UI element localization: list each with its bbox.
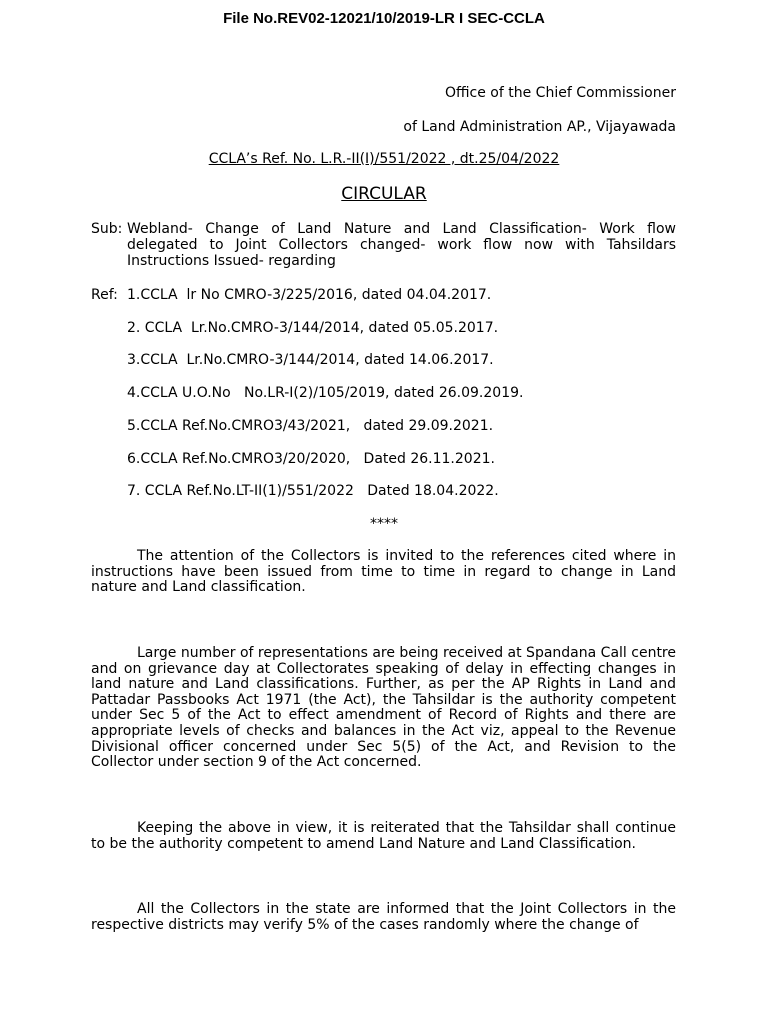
paragraph	[91, 549, 676, 596]
paragraph	[91, 646, 676, 771]
paragraph	[91, 902, 676, 933]
reference-item: 4.CCLA U.O.No No.LR-I(2)/105/2019, dated 26.09.2019.	[127, 385, 524, 401]
references-label: Ref:	[91, 287, 118, 303]
office-line-2: of Land Administration AP., Vijayawada	[403, 119, 676, 135]
subject-text: Webland- Change of Land Nature and Land Classification- Work flow delegated to Joint Collectors changed- work flow now with Tahsildars Instructions Issued- regarding	[127, 221, 676, 269]
subject-label: Sub:	[91, 221, 123, 237]
reference-item: 5.CCLA Ref.No.CMRO3/43/2021, dated 29.09.2021.	[127, 418, 494, 434]
paragraph-text: All the Collectors in the state are informed that the Joint Collectors in the respective districts may verify 5% of the cases randomly where the change of	[91, 901, 676, 933]
reference-item: 3.CCLA Lr.No.CMRO-3/144/2014, dated 14.06.2017.	[127, 352, 494, 368]
paragraph	[91, 821, 676, 852]
separator: ****	[370, 516, 398, 532]
reference-item: 6.CCLA Ref.No.CMRO3/20/2020, Dated 26.11.2021.	[127, 451, 495, 467]
reference-item: 7. CCLA Ref.No.LT-II(1)/551/2022 Dated 18.04.2022.	[127, 483, 499, 499]
file-number: File No.REV02-12021/10/2019-LR I SEC-CCLA	[223, 10, 545, 27]
document-title: CIRCULAR	[341, 184, 427, 204]
office-line-1: Office of the Chief Commissioner	[444, 85, 676, 101]
reference-item: 2. CCLA Lr.No.CMRO-3/144/2014, dated 05.05.2017.	[127, 320, 499, 336]
paragraph-text: Large number of representations are being received at Spandana Call centre and on grievance day at Collectorates speaking of delay in effecting changes in land nature and Land classifications. Further, as per the AP Rights in Land and Pattadar Passbooks Act 1971 (the Act), the Tahsildar is the authority competent under Sec 5 of the Act to effect amendment of Record of Rights and there are appropriate levels of checks and balances in the Act viz, appeal to the Revenue Divisional officer concerned under Sec 5(5) of the Act, and Revision to the Collector under section 9 of the Act concerned.	[91, 645, 676, 771]
reference-number: CCLA’s Ref. No. L.R.-II(I)/551/2022 , dt.25/04/2022	[208, 151, 560, 167]
paragraph-text: Keeping the above in view, it is reiterated that the Tahsildar shall continue to be the authority competent to amend Land Nature and Land Classification.	[91, 820, 676, 852]
paragraph-text: The attention of the Collectors is invited to the references cited where in instructions have been issued from time to time in regard to change in Land nature and Land classification.	[91, 548, 676, 596]
reference-item: 1.CCLA lr No CMRO-3/225/2016, dated 04.04.2017.	[127, 287, 492, 303]
